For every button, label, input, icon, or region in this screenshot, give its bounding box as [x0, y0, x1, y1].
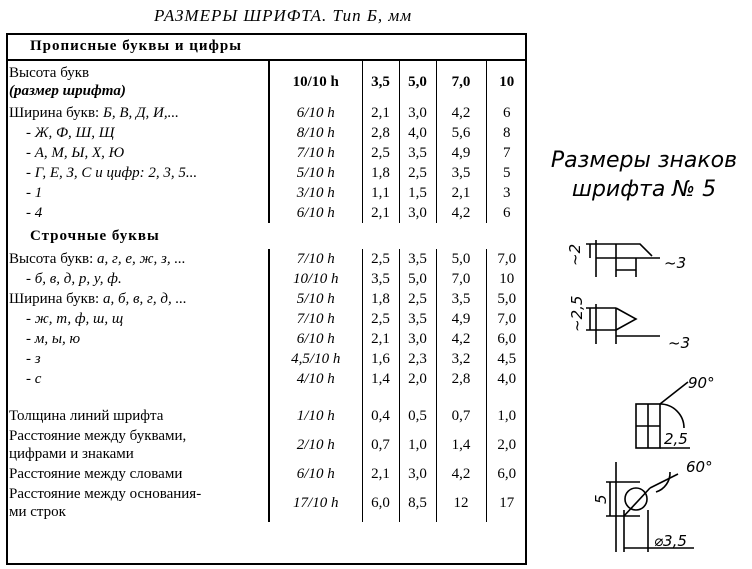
value-cell: 6/10 h	[269, 464, 362, 484]
table-row	[6, 163, 527, 183]
table-row	[6, 269, 527, 289]
dim2-left: ~2,5	[568, 295, 586, 332]
value-cell: 7/10 h	[269, 143, 362, 163]
table-row	[6, 349, 527, 369]
value-cell: 4,9	[436, 143, 486, 163]
section-upper-heading: Прописные буквы и цифры	[6, 33, 527, 60]
value-cell: 1,1	[362, 183, 399, 203]
value-cell: 3,5	[362, 269, 399, 289]
value-cell: 4,5	[486, 349, 527, 369]
side-title: Размеры знаков шрифта № 5	[550, 148, 738, 202]
label-letters: з	[34, 350, 41, 367]
table-row	[6, 183, 527, 203]
table-row	[6, 426, 527, 464]
value-cell: 7/10 h	[269, 309, 362, 329]
row-label	[6, 369, 269, 389]
table-row	[6, 203, 527, 223]
value-cell: 0,4	[362, 406, 399, 426]
label-prefix: -	[26, 204, 35, 221]
value-cell: 1,8	[362, 289, 399, 309]
value-cell: 5/10 h	[269, 163, 362, 183]
table-row	[6, 103, 527, 123]
label-letters: Ж, Ф, Ш, Щ	[34, 124, 115, 141]
header-size-3-5: 3,5	[362, 60, 399, 103]
table-header-row	[6, 60, 527, 103]
value-cell: 0,7	[362, 426, 399, 464]
value-cell: 7,0	[486, 249, 527, 269]
value-cell: 2,5	[399, 289, 436, 309]
dim4-diameter: ⌀3,5	[654, 532, 687, 550]
value-cell: 3,0	[399, 329, 436, 349]
value-cell: 7,0	[436, 269, 486, 289]
value-cell: 0,7	[436, 406, 486, 426]
row-label	[6, 349, 269, 369]
row-label	[6, 426, 269, 464]
header-label: Высота букв (размер шрифта)	[9, 65, 126, 99]
value-cell: 2/10 h	[269, 426, 362, 464]
spacer-cell	[269, 389, 362, 406]
label-prefix: -	[26, 350, 35, 367]
value-cell: 1,4	[362, 369, 399, 389]
value-cell: 7/10 h	[269, 249, 362, 269]
label-letters: ж, т, ф, ш, щ	[34, 310, 124, 327]
spacer-cell	[486, 389, 527, 406]
row-label	[6, 123, 269, 143]
row-label	[6, 289, 269, 309]
value-cell: 4,2	[436, 329, 486, 349]
label-line-2: ми строк	[9, 504, 66, 520]
label-letters: с	[34, 370, 42, 387]
value-cell: 6/10 h	[269, 203, 362, 223]
row-label	[6, 103, 269, 123]
value-cell: 6,0	[486, 464, 527, 484]
value-cell: 8	[486, 123, 527, 143]
spacer-cell	[362, 389, 399, 406]
drawing-1	[586, 240, 660, 277]
label-letters: А, М, Ы, Х, Ю	[34, 144, 125, 161]
label-letters: 1	[34, 184, 43, 201]
value-cell: 6	[486, 103, 527, 123]
label-prefix: -	[26, 164, 35, 181]
value-cell: 2,1	[362, 329, 399, 349]
value-cell: 12	[436, 484, 486, 522]
value-cell: 3,5	[399, 309, 436, 329]
value-cell: 1,0	[399, 426, 436, 464]
value-cell: 8,5	[399, 484, 436, 522]
table-row	[6, 289, 527, 309]
label-letters: б, в, д, р, у, ф.	[34, 270, 122, 287]
section-lower-label: Строчные буквы	[30, 227, 160, 244]
table-row	[6, 484, 527, 522]
value-cell: 4,2	[436, 203, 486, 223]
value-cell: 5,0	[486, 289, 527, 309]
value-cell: 2,1	[362, 103, 399, 123]
value-cell: 5,6	[436, 123, 486, 143]
spacer-cell	[399, 389, 436, 406]
value-cell: 3,5	[436, 289, 486, 309]
table-row	[6, 369, 527, 389]
label-prefix: Ширина букв:	[9, 104, 103, 121]
label-suffix: и цифр:	[91, 164, 149, 181]
value-cell: 17	[486, 484, 527, 522]
value-cell: 1,4	[436, 426, 486, 464]
value-cell: 6/10 h	[269, 103, 362, 123]
value-cell: 2,5	[362, 249, 399, 269]
row-label	[6, 249, 269, 269]
value-cell: 2,1	[436, 183, 486, 203]
dim1-right: ~3	[664, 254, 687, 272]
value-cell: 6	[486, 203, 527, 223]
row-label	[6, 484, 269, 522]
header-size-10: 10	[486, 60, 527, 103]
table-row	[6, 309, 527, 329]
value-cell: 1,5	[399, 183, 436, 203]
row-label: Толщина линий шрифта	[9, 407, 164, 424]
value-cell: 7,0	[486, 309, 527, 329]
row-label	[6, 309, 269, 329]
table-row	[6, 143, 527, 163]
drawing-2	[586, 304, 660, 344]
value-cell: 7	[486, 143, 527, 163]
label-letters: а, г, е, ж, з, ...	[97, 250, 186, 267]
label-line-1: Расстояние между буквами,	[9, 428, 187, 444]
value-cell: 1,6	[362, 349, 399, 369]
value-cell: 1,0	[486, 406, 527, 426]
spacer-cell	[6, 389, 269, 406]
dim2-right: ~3	[668, 334, 691, 352]
row-label	[6, 203, 269, 223]
value-cell: 1/10 h	[269, 406, 362, 426]
value-cell: 3/10 h	[269, 183, 362, 203]
value-cell: 2,5	[399, 163, 436, 183]
value-cell: 4/10 h	[269, 369, 362, 389]
label-line-2: цифрами и знаками	[9, 446, 134, 462]
value-cell: 2,0	[486, 426, 527, 464]
spacer-row	[6, 389, 527, 406]
value-cell: 5,0	[436, 249, 486, 269]
value-cell: 3,2	[436, 349, 486, 369]
value-cell: 1,8	[362, 163, 399, 183]
table-row	[6, 249, 527, 269]
spacer-cell	[436, 389, 486, 406]
label-letters: Г, Е, З, С	[34, 164, 92, 181]
value-cell: 3	[486, 183, 527, 203]
row-label	[6, 163, 269, 183]
section-lower-heading	[6, 223, 527, 249]
value-cell: 10	[486, 269, 527, 289]
label-letters: м, ы, ю	[34, 330, 81, 347]
value-cell: 3,5	[436, 163, 486, 183]
value-cell: 2,1	[362, 203, 399, 223]
row-label	[6, 269, 269, 289]
value-cell: 3,0	[399, 103, 436, 123]
table-row	[6, 123, 527, 143]
value-cell: 4,9	[436, 309, 486, 329]
label-line-1: Расстояние между основания-	[9, 486, 202, 502]
value-cell: 8/10 h	[269, 123, 362, 143]
value-cell: 4,2	[436, 464, 486, 484]
label-letters: 4	[34, 204, 43, 221]
table-row	[6, 329, 527, 349]
value-cell: 3,5	[399, 143, 436, 163]
label-prefix: Ширина букв:	[9, 290, 103, 307]
value-cell: 2,8	[436, 369, 486, 389]
label-prefix: -	[26, 370, 35, 387]
header-ratio: 10/10 h	[269, 60, 362, 103]
label-prefix: -	[26, 124, 35, 141]
value-cell: 6,0	[362, 484, 399, 522]
header-size-7-0: 7,0	[436, 60, 486, 103]
dim4-left: 5	[592, 494, 610, 504]
row-label	[6, 329, 269, 349]
value-cell: 2,3	[399, 349, 436, 369]
glyph-dimension-drawings	[560, 232, 750, 562]
label-prefix: -	[26, 184, 35, 201]
value-cell: 3,5	[399, 249, 436, 269]
label-digits: 2, 3, 5...	[148, 164, 198, 181]
label-prefix: -	[26, 270, 35, 287]
label-prefix: -	[26, 144, 35, 161]
value-cell: 2,8	[362, 123, 399, 143]
dim1-left: ~2	[566, 243, 584, 266]
value-cell: 4,0	[486, 369, 527, 389]
label-letters: а, б, в, г, д, ...	[102, 290, 187, 307]
value-cell: 6,0	[486, 329, 527, 349]
page-title: РАЗМЕРЫ ШРИФТА. Тип Б, мм	[153, 6, 413, 25]
row-label	[6, 143, 269, 163]
angle-60: 60°	[686, 458, 713, 476]
value-cell: 5,0	[399, 269, 436, 289]
value-cell: 4,0	[399, 123, 436, 143]
label-letters: Б, В, Д, И,...	[102, 104, 179, 121]
font-size-table	[6, 33, 527, 522]
dim3: 2,5	[664, 430, 688, 448]
table-row	[6, 464, 527, 484]
value-cell: 4,2	[436, 103, 486, 123]
value-cell: 5	[486, 163, 527, 183]
value-cell: 2,5	[362, 309, 399, 329]
value-cell: 17/10 h	[269, 484, 362, 522]
value-cell: 6/10 h	[269, 329, 362, 349]
table-row	[6, 406, 527, 426]
row-label: Расстояние между словами	[9, 465, 183, 482]
angle-90: 90°	[688, 374, 715, 392]
value-cell: 2,5	[362, 143, 399, 163]
value-cell: 5/10 h	[269, 289, 362, 309]
value-cell: 2,0	[399, 369, 436, 389]
label-prefix: Высота букв:	[9, 250, 98, 267]
header-size-5-0: 5,0	[399, 60, 436, 103]
value-cell: 3,0	[399, 464, 436, 484]
label-prefix: -	[26, 330, 35, 347]
value-cell: 10/10 h	[269, 269, 362, 289]
value-cell: 0,5	[399, 406, 436, 426]
label-prefix: -	[26, 310, 35, 327]
value-cell: 2,1	[362, 464, 399, 484]
value-cell: 3,0	[399, 203, 436, 223]
value-cell: 4,5/10 h	[269, 349, 362, 369]
row-label	[6, 183, 269, 203]
